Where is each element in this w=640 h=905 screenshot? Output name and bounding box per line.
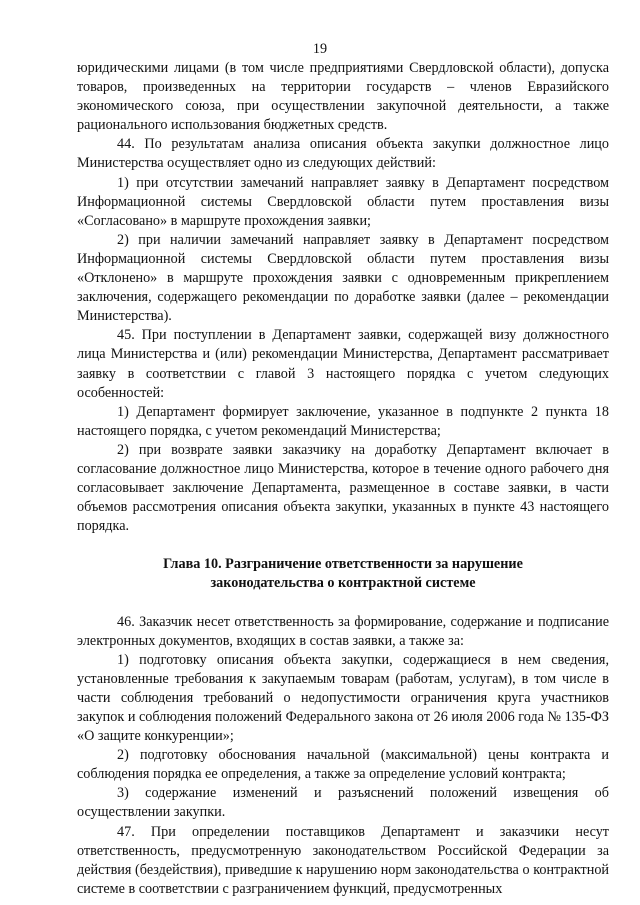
paragraph-46-item-2: 2) подготовку обоснования начальной (максимальной) цены контракта и соблюдения порядка ее определения, а также за определение условий контракта; — [77, 747, 609, 783]
chapter-heading-line-1: Глава 10. Разграничение ответственности за нарушение — [163, 556, 523, 573]
paragraph-continuation: юридическими лицами (в том числе предприятиями Свердловской области), допуска товаров, произведенных на территории государств – членов Евразийского экономического союза, при осуществлении закупочной деятельности, а также рационального использования бюджетных средств. — [77, 60, 609, 134]
chapter-heading — [77, 555, 609, 593]
paragraph-44: 44. По результатам анализа описания объекта закупки должностное лицо Министерства осуществляет одно из следующих действий: — [77, 136, 609, 172]
chapter-heading-line-2: законодательства о контрактной системе — [210, 575, 476, 592]
paragraph-45-item-1: 1) Департамент формирует заключение, указанное в подпункте 2 пункта 18 настоящего порядка, с учетом рекомендаций Министерства; — [77, 403, 609, 439]
page-body — [77, 59, 609, 899]
paragraph-44-item-2: 2) при наличии замечаний направляет заявку в Департамент посредством Информационной системы Свердловской области путем проставления визы «Отклонено» в маршруте прохождения заявки с одновременным прикреплением заключения, содержащего рекомендации по доработке заявки (далее – рекомендации Министерства). — [77, 231, 609, 325]
paragraph-46: 46. Заказчик несет ответственность за формирование, содержание и подписание электронных документов, входящих в состав заявки, а также за: — [77, 613, 609, 649]
paragraph-45-item-2: 2) при возврате заявки заказчику на доработку Департамент включает в согласование должностное лицо Министерства, которое в течение одного рабочего дня согласовывает заключение Департамента, размещенное в составе заявки, в части объемов рассмотрения описания объекта закупки, указанных в пункте 43 настоящего порядка. — [77, 441, 609, 535]
paragraph-47: 47. При определении поставщиков Департамент и заказчики несут ответственность, предусмотренную законодательством Российской Федерации за действия (бездействия), приведшие к нарушению норм законодательства о контрактной системе в соответствии с разграничением функций, предусмотренных — [77, 823, 609, 897]
paragraph-44-item-1: 1) при отсутствии замечаний направляет заявку в Департамент посредством Информационной системы Свердловской области путем проставления визы «Согласовано» в маршруте прохождения заявки; — [77, 174, 609, 229]
page-number: 19 — [312, 41, 328, 57]
paragraph-45: 45. При поступлении в Департамент заявки, содержащей визу должностного лица Министерства и (или) рекомендации Министерства, Департамент рассматривает заявку в соответствии с главой 3 настоящего порядка с учетом следующих особенностей: — [77, 327, 609, 401]
paragraph-46-item-3: 3) содержание изменений и разъяснений положений извещения об осуществлении закупки. — [77, 785, 609, 821]
paragraph-46-item-1: 1) подготовку описания объекта закупки, содержащиеся в нем сведения, установленные требования к закупаемым товарам (работам, услугам), в том числе в части соблюдения требований о недопустимости ограничения круга участников закупок и соблюдения положений Федерального закона от 26 июля 2006 года № 135-ФЗ «О защите конкуренции»; — [77, 651, 609, 745]
